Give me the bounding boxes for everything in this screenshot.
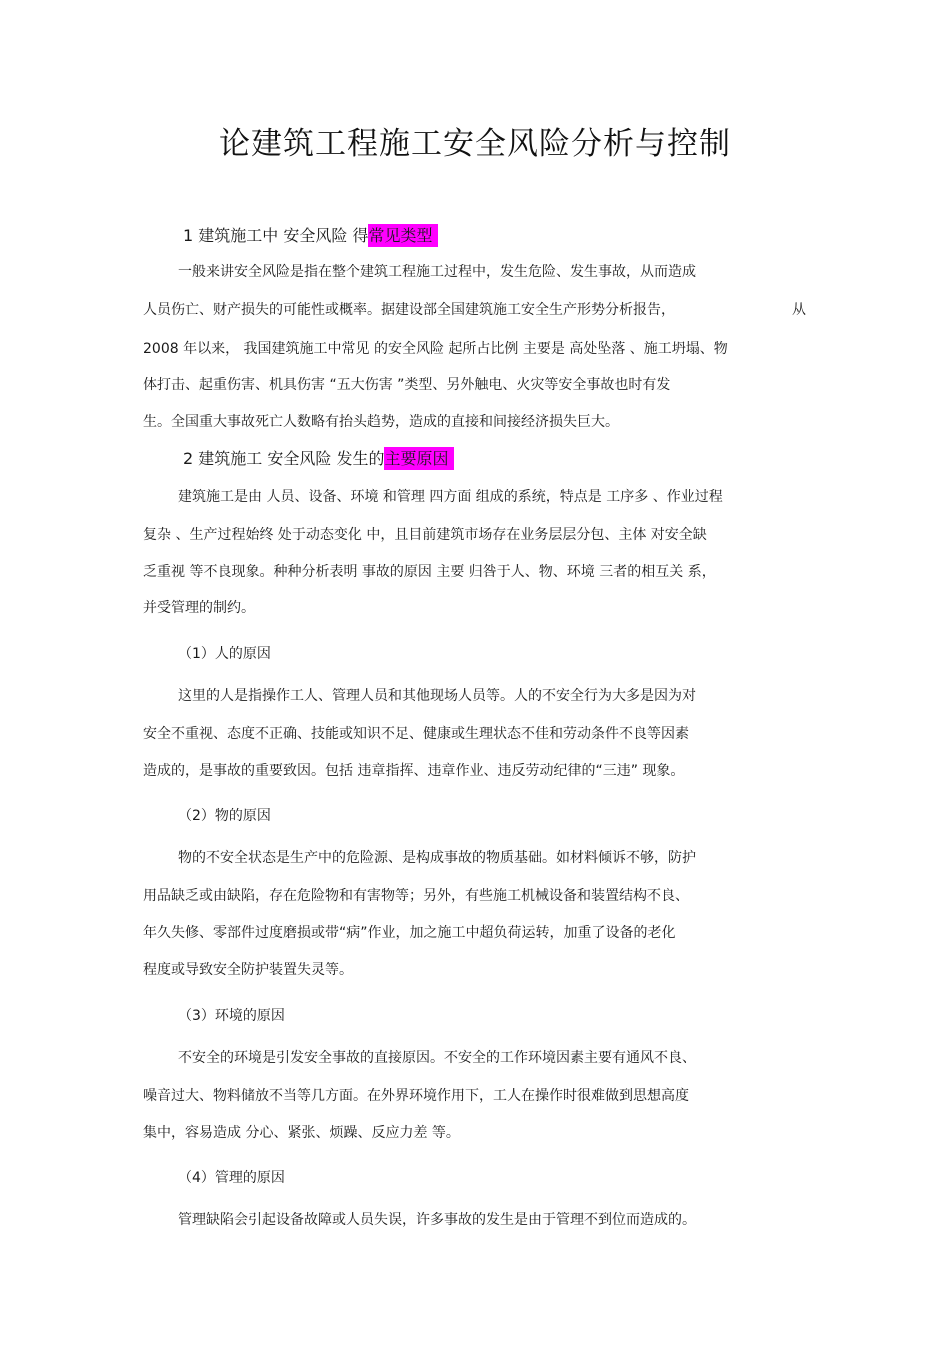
paragraph-line: 用品缺乏或由缺陷，存在危险物和有害物等；另外，有些施工机械设备和装置结构不良、 bbox=[143, 888, 689, 904]
paragraph-line: 安全不重视、态度不正确、技能或知识不足、健康或生理状态不佳和劳动条件不良等因素 bbox=[143, 726, 689, 742]
section2-heading-highlight: 主要原因 bbox=[384, 447, 454, 470]
paragraph-line: 2008 年以来， 我国建筑施工中常见 的安全风险 起所占比例 主要是 高处坠落 、施工坍塌、物 bbox=[143, 341, 728, 357]
subheading-management-cause: （4）管理的原因 bbox=[178, 1170, 285, 1186]
paragraph-line: 从 bbox=[792, 302, 806, 318]
paragraph-line: 乏重视 等不良现象。种种分析表明 事故的原因 主要 归咎于人、物、环境 三者的相互关 系， bbox=[143, 564, 716, 580]
section2-heading bbox=[183, 445, 454, 473]
paragraph-line: 噪音过大、物料储放不当等几方面。在外界环境作用下，工人在操作时很难做到思想高度 bbox=[143, 1088, 689, 1104]
paragraph-line: 造成的，是事故的重要致因。包括 违章指挥、违章作业、违反劳动纪律的“三违” 现象。 bbox=[143, 763, 685, 779]
paragraph-line: 一般来讲安全风险是指在整个建筑工程施工过程中，发生危险、发生事故，从而造成 bbox=[178, 264, 696, 280]
paragraph-line: 不安全的环境是引发安全事故的直接原因。不安全的工作环境因素主要有通风不良、 bbox=[178, 1050, 696, 1066]
paragraph-line: 并受管理的制约。 bbox=[143, 600, 255, 616]
paragraph-line: 这里的人是指操作工人、管理人员和其他现场人员等。人的不安全行为大多是因为对 bbox=[178, 688, 696, 704]
paragraph-line: 生。全国重大事故死亡人数略有抬头趋势，造成的直接和间接经济损失巨大。 bbox=[143, 414, 619, 430]
section2-heading-text: 2 建筑施工 安全风险 发生的 bbox=[183, 449, 385, 468]
paragraph-line: 年久失修、零部件过度磨损或带“病”作业，加之施工中超负荷运转，加重了设备的老化 bbox=[143, 925, 676, 941]
paragraph-line: 集中，容易造成 分心、紧张、烦躁、反应力差 等。 bbox=[143, 1125, 460, 1141]
subheading-material-cause: （2）物的原因 bbox=[178, 808, 271, 824]
subheading-environment-cause: （3）环境的原因 bbox=[178, 1008, 285, 1024]
section1-heading-text: 1 建筑施工中 安全风险 得 bbox=[183, 226, 369, 245]
paragraph-line: 体打击、起重伤害、机具伤害 “五大伤害 ”类型、另外触电、火灾等安全事故也时有发 bbox=[143, 377, 671, 393]
paragraph-line: 程度或导致安全防护装置失灵等。 bbox=[143, 962, 353, 978]
section1-heading-highlight: 常见类型 bbox=[368, 224, 438, 247]
document-title: 论建筑工程施工安全风险分析与控制 bbox=[219, 126, 731, 162]
paragraph-line: 复杂 、生产过程始终 处于动态变化 中，且目前建筑市场存在业务层层分包、主体 对安全缺 bbox=[143, 527, 707, 543]
paragraph-line: 建筑施工是由 人员、设备、环境 和管理 四方面 组成的系统，特点是 工序多 、作业过程 bbox=[178, 489, 723, 505]
paragraph-line: 管理缺陷会引起设备故障或人员失误，许多事故的发生是由于管理不到位而造成的。 bbox=[178, 1212, 696, 1228]
subheading-human-cause: （1）人的原因 bbox=[178, 646, 271, 662]
paragraph-line: 人员伤亡、财产损失的可能性或概率。据建设部全国建筑施工安全生产形势分析报告， bbox=[143, 302, 675, 318]
paragraph-line: 物的不安全状态是生产中的危险源、是构成事故的物质基础。如材料倾诉不够，防护 bbox=[178, 850, 696, 866]
section1-heading bbox=[183, 222, 438, 250]
